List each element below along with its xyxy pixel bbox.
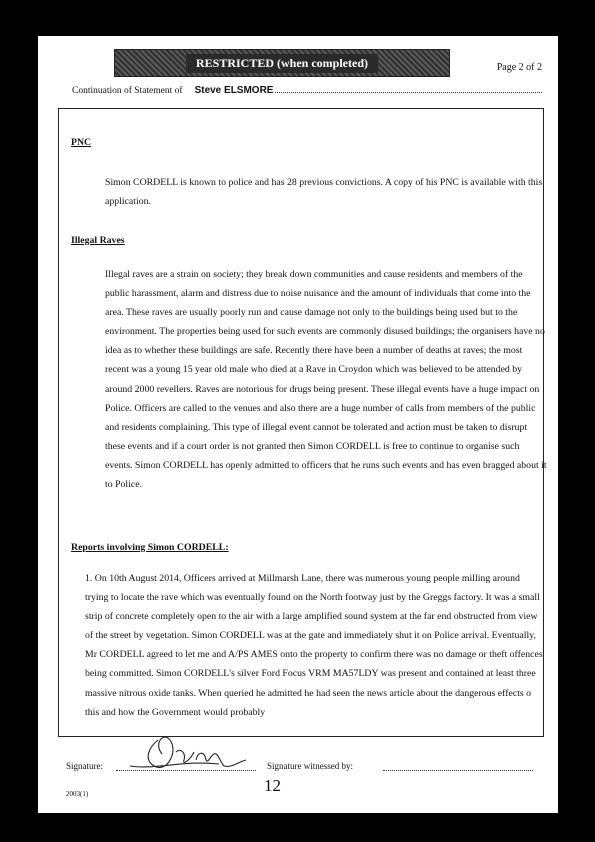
handwritten-signature — [124, 730, 254, 774]
witness-label: Signature witnessed by: — [267, 761, 353, 771]
illegal-raves-heading: Illegal Raves — [71, 235, 125, 246]
statement-name: Steve ELSMORE — [194, 85, 274, 96]
restricted-banner — [114, 49, 450, 77]
banner-text: RESTRICTED (when completed) — [186, 54, 378, 73]
statement-page — [38, 36, 558, 813]
witness-line — [383, 770, 533, 771]
dotted-line — [275, 84, 542, 93]
pnc-heading: PNC — [71, 137, 92, 148]
reports-heading: Reports involving Simon CORDELL: — [71, 542, 229, 553]
continuation-line — [72, 84, 542, 96]
illegal-raves-paragraph: Illegal raves are a strain on society; they break down communities and cause residents and members of the public harassment, alarm and distress due to noise nuisance and the amount of individuals that come into the area. These raves are usually poorly run and cause damage not only to the buildings being used but to the environment. The properties being used for such events are commonly disused buildings; the organisers have no idea as to whether these buildings are safe. Recently there have been a number of deaths at raves; the most recent was a young 15 year old male who died at a Rave in Croydon which was believed to be attended by around 2000 revellers. Raves are notorious for drugs being present. These illegal events have a huge impact on Police. Officers are called to the venues and also there are a huge number of calls from members of the public and residents complaining. This type of illegal event cannot be tolerated and action must be taken to disrupt these events and if a court order is not granted then Simon CORDELL is free to continue to organise such events. Simon CORDELL has openly admitted to officers that he runs such events and has even bragged about it to Police. — [105, 269, 547, 491]
continuation-label: Continuation of Statement of — [72, 86, 183, 96]
reports-paragraph: 1. On 10th August 2014, Officers arrived at Millmarsh Lane, there was numerous young people milling around trying to locate the rave which was eventually found on the North footway just by the Greggs factory. It was a small strip of concrete completely open to the air with a large amplified sound system at the far end obstructed from view of the street by vegetation. Simon CORDELL was at the gate and immediately shut it on Police arrival. Eventually, Mr CORDELL agreed to let me and A/PS AMES onto the property to confirm there was no damage or theft offences being committed. Simon CORDELL's silver Ford Focus VRM MA57LDY was present and contained at least three massive nitrous oxide tanks. When queried he admitted he had seen the news article about the dangerous effects o this and how the Government would probably — [85, 573, 543, 718]
signature-label: Signature: — [66, 761, 103, 771]
handwritten-number: 12 — [264, 776, 281, 795]
form-code: 2003(1) — [66, 790, 89, 798]
page-number: Page 2 of 2 — [496, 62, 542, 73]
pnc-paragraph: Simon CORDELL is known to police and has 28 previous convictions. A copy of his PNC is available with this application. — [105, 177, 543, 208]
